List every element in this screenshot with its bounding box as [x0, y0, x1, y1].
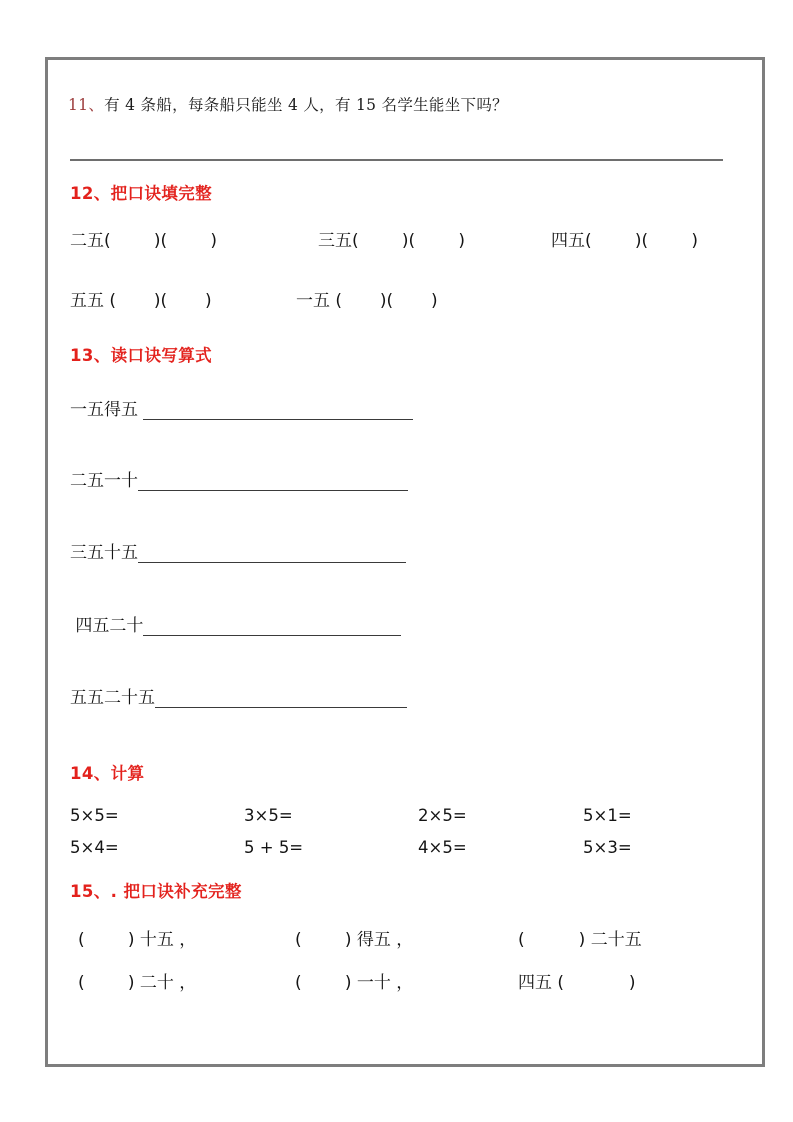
- s13-item-5: [70, 683, 407, 708]
- s13-item-3-label: 三五十五: [70, 543, 138, 563]
- s14-row1-item-3: 2×5=: [418, 806, 467, 825]
- s13-item-3: [70, 538, 406, 563]
- s13-item-4: [70, 611, 401, 636]
- s13-item-3-blank[interactable]: [138, 544, 406, 563]
- question-11-text: 有 4 条船，每条船只能坐 4 人，有 15 名学生能坐下吗？: [104, 96, 508, 114]
- s13-item-2-blank[interactable]: [138, 472, 408, 491]
- s13-item-4-blank[interactable]: [143, 617, 401, 636]
- s13-item-1: [70, 395, 413, 420]
- s14-row2-item-1: 5×4=: [70, 838, 119, 857]
- s15-row2-item-1: ( ) 二十 ，: [78, 973, 197, 993]
- s14-row1-item-1: 5×5=: [70, 806, 119, 825]
- question-11: [68, 93, 738, 115]
- s13-item-5-label: 五五二十五: [70, 688, 155, 708]
- worksheet-page-frame: [45, 57, 765, 1067]
- question-11-number: 11、: [68, 96, 105, 114]
- s13-item-2: [70, 466, 408, 491]
- s13-item-1-label: 一五得五: [70, 400, 144, 420]
- s12-row2-item-2: 一五 ( )( ): [296, 291, 438, 311]
- s12-row1-item-2: 三五( )( ): [318, 231, 465, 251]
- section-14-heading: 14、计算: [70, 764, 145, 783]
- s12-row1-item-3: 四五( )( ): [551, 231, 698, 251]
- s14-row2-item-4: 5×3=: [583, 838, 632, 857]
- s14-row2-item-3: 4×5=: [418, 838, 467, 857]
- section-15-heading: 15、. 把口诀补充完整: [70, 882, 242, 901]
- s13-item-5-blank[interactable]: [155, 689, 407, 708]
- s15-row1-item-1: ( ) 十五 ，: [78, 930, 197, 950]
- s12-row2-item-1: 五五 ( )( ): [70, 291, 212, 311]
- s13-item-1-blank[interactable]: [143, 401, 413, 420]
- section-12-heading: 12、把口诀填完整: [70, 184, 213, 203]
- s14-row1-item-2: 3×5=: [244, 806, 293, 825]
- answer-rule-q11: [70, 159, 723, 161]
- worksheet-content: [48, 60, 762, 1064]
- s15-row1-item-3: ( ) 二十五: [518, 930, 642, 950]
- s15-row2-item-2: ( ) 一十 ，: [295, 973, 414, 993]
- s13-item-4-label: 四五二十: [70, 616, 144, 636]
- s14-row1-item-4: 5×1=: [583, 806, 632, 825]
- s14-row2-item-2: 5 + 5=: [244, 838, 304, 857]
- s13-item-2-label: 二五一十: [70, 471, 138, 491]
- section-13-heading: 13、读口诀写算式: [70, 346, 213, 365]
- s15-row2-item-3: 四五 ( ): [518, 973, 636, 993]
- s15-row1-item-2: ( ) 得五 ，: [295, 930, 414, 950]
- s12-row1-item-1: 二五( )( ): [70, 231, 217, 251]
